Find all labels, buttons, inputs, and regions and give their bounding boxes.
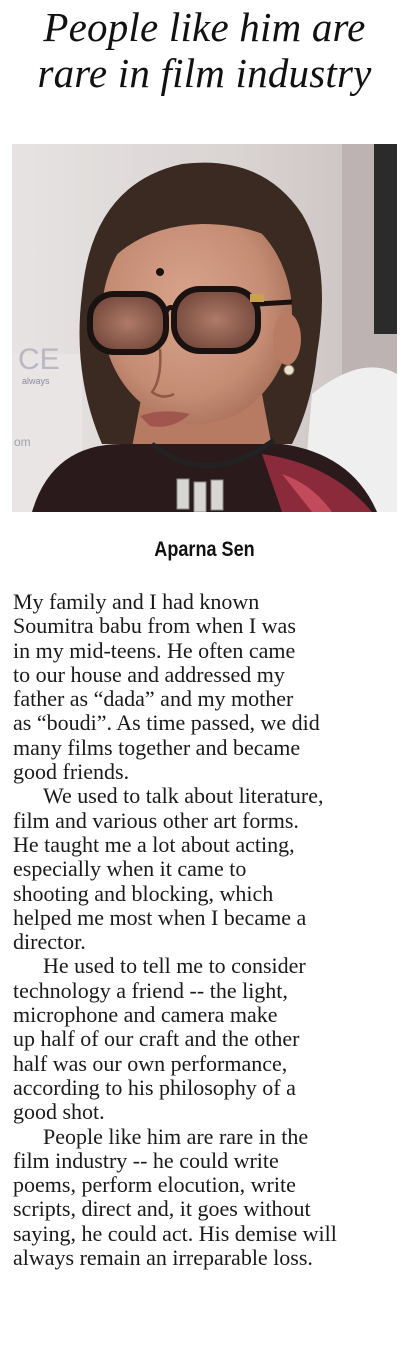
paragraph: People like him are rare in the film industry -- he could write poems, perform elocution, write scripts, direct and, it goes without saying, he could act. His demise will always remain an irreparable loss. [13, 1123, 337, 1271]
paragraph: My family and I had known Soumitra babu from when I was in my mid-teens. He often came to our house and addressed my father as “dada” and my mother as “boudi”. As time passed, we did many films together and became good friends. [13, 589, 320, 785]
paragraph: He used to tell me to consider technology a friend -- the light, microphone and camera make up half of our craft and the other half was our own performance, according to his philosophy of a good shot. [13, 953, 306, 1125]
article-body [13, 590, 405, 1270]
background-text: CE [18, 343, 60, 376]
background-text: always [22, 376, 50, 386]
paragraph: We used to talk about literature, film and various other art forms. He taught me a lot about acting, especially when it came to shooting and blocking, which helped me most when I became a director. [13, 783, 324, 955]
portrait-photo [12, 144, 397, 512]
background-text: om [14, 435, 31, 449]
headline: People like him are rare in film industry [37, 4, 372, 96]
byline: Aparna Sen [154, 538, 255, 561]
